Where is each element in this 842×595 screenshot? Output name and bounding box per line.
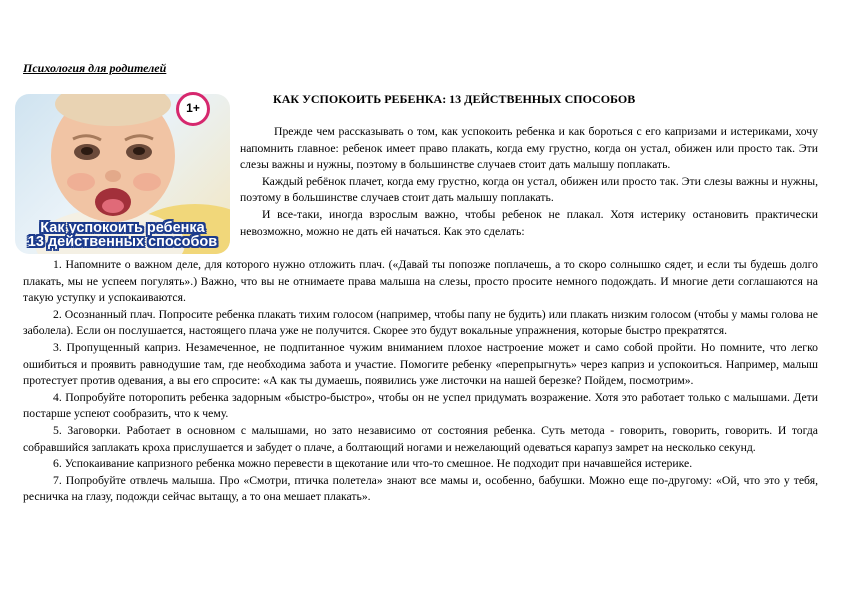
method-item: 5. Заговорки. Работает в основном с малышами, но зато независимо от состояния ребенка. Суть метода - говорить, говорить, говорить. И тогда собравшийся заплакать кроха прислушается и забудет о плаче, а болтающий ногами и нежелающий одеваться карапуз замрет на несколько секунд. <box>23 423 818 454</box>
photo-caption <box>15 221 230 249</box>
photo-caption-line1: Как успокоить ребенка <box>40 220 205 236</box>
age-rating-badge <box>176 92 210 126</box>
method-item: 7. Попробуйте отвлечь малыша. Про «Смотри, птичка полетела» знают все мамы и, особенно, бабушки. Можно еще по-другому: «Ой, что это у тебя, ресничка на глазу, подожди сейчас вытащу, а то она мешает плакать». <box>23 473 818 504</box>
article-title: КАК УСПОКОИТЬ РЕБЕНКА: 13 ДЕЙСТВЕННЫХ СПОСОБОВ <box>273 92 636 106</box>
methods-list <box>23 257 818 506</box>
method-item: 2. Осознанный плач. Попросите ребенка плакать тихим голосом (например, чтобы папу не будить) или плакать низким голосом (чтобы у мамы голова не заболела). Если он послушается, настоящего плача уже не получится. Скорее это будут вокальные упражнения, которые быстро прекратятся. <box>23 307 818 338</box>
intro-paragraph: Каждый ребёнок плачет, когда ему грустно, когда он устал, обижен или просто так. Эти слезы важны и нужны, поэтому в большинстве случаев стоит дать малышу поплакать. <box>240 174 818 205</box>
intro-paragraph: И все-таки, иногда взрослым важно, чтобы ребенок не плакал. Хотя истерику остановить практически невозможно, можно не дать ей начаться. Как это сделать: <box>240 207 818 238</box>
photo-caption-line2: 13 действенных способов <box>27 234 218 250</box>
section-heading: Психология для родителей <box>23 61 167 75</box>
method-item: 3. Пропущенный каприз. Незамеченное, не подпитанное чужим вниманием плохое настроение может и само собой пройти. Но помните, что легко ошибиться и проявить равнодушие там, где необходима забота и участие. Помогите ребенку «перепрыгнуть» через каприз и успокоиться. Например, малыш протестует против одевания, а вы его спросите: «А как ты думаешь, появились уже листочки на нашей березке? Пойдем, посмотрим». <box>23 340 818 388</box>
age-rating-label: 1+ <box>186 101 200 115</box>
intro-text <box>240 124 818 240</box>
intro-paragraph: Прежде чем рассказывать о том, как успокоить ребенка и как бороться с его капризами и истериками, хочу напомнить главное: ребенок имеет право плакать, когда ему грустно, когда он устал, обижен или просто так. Эти слезы важны и нужны, поэтому в большинстве случаев стоит дать малышу поплакать. <box>240 125 818 172</box>
method-item: 1. Напомните о важном деле, для которого нужно отложить плач. («Давай ты попозже поплачешь, а то скоро солнышко сядет, и если ты будешь долго плакать, мы не успеем погулять».) Важно, что вы не отнимаете права малыша на слезы, просто просите немного подождать. И многие дети соглашаются на такую уступку и успокаиваются. <box>23 258 818 305</box>
method-item: 4. Попробуйте поторопить ребенка задорным «быстро-быстро», чтобы он не успел придумать возражение. Хотя это работает только с малышами. Дети постарше успеют сообразить, что к чему. <box>23 390 818 421</box>
method-item: 6. Успокаивание капризного ребенка можно перевести в щекотание или что-то смешное. Не подходит при начавшейся истерике. <box>53 457 693 471</box>
